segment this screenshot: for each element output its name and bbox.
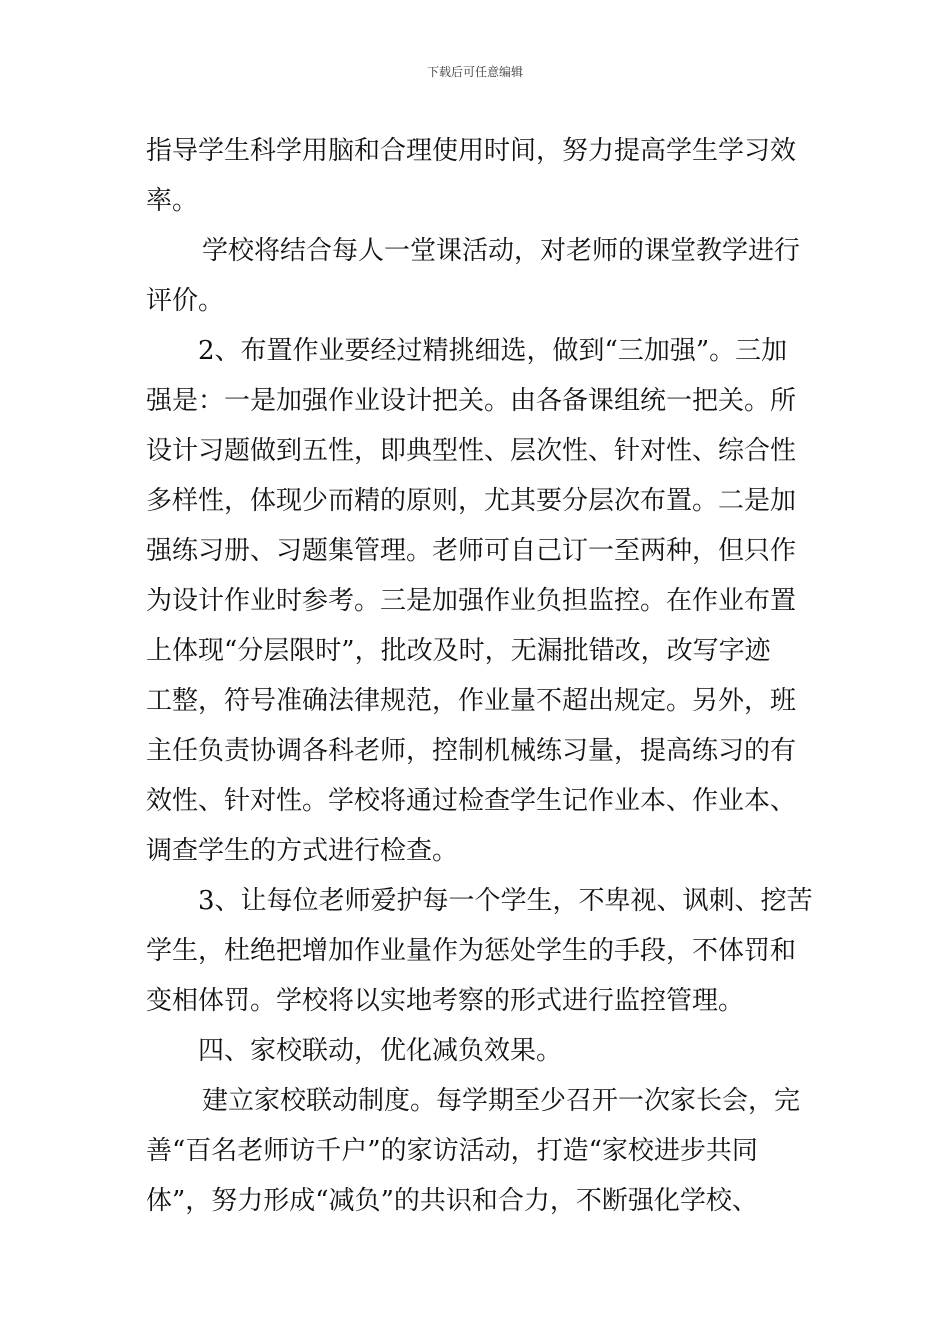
text-line: 学生，杜绝把增加作业量作为惩处学生的手段，不体罚和 — [146, 936, 797, 966]
paragraph-start: 2、布置作业要经过精挑细选，做到“三加强”。三加 — [198, 336, 788, 366]
text-line: 为设计作业时参考。三是加强作业负担监控。在作业布置 — [146, 586, 797, 616]
text-line: 多样性，体现少而精的原则，尤其要分层次布置。二是加 — [146, 486, 797, 516]
text-line: 工整，符号准确法律规范，作业量不超出规定。另外，班 — [146, 686, 797, 716]
text-line: 效性、针对性。学校将通过检查学生记作业本、作业本、 — [146, 786, 797, 816]
paragraph-start: 学校将结合每人一堂课活动，对老师的课堂教学进行 — [202, 236, 801, 266]
section-heading: 四、家校联动，优化减负效果。 — [198, 1036, 563, 1066]
text-line: 主任负责协调各科老师，控制机械练习量，提高练习的有 — [146, 736, 797, 766]
text-line: 评价。 — [146, 286, 225, 316]
text-line: 设计习题做到五性，即典型性、层次性、针对性、综合性 — [146, 436, 797, 466]
text-line: 指导学生科学用脑和合理使用时间，努力提高学生学习效 — [146, 136, 797, 166]
paragraph-start: 3、让每位老师爱护每一个学生，不卑视、讽刺、挖苦 — [198, 886, 813, 916]
paragraph-start: 建立家校联动制度。每学期至少召开一次家长会，完 — [202, 1086, 801, 1116]
document-body — [146, 126, 813, 1226]
text-line: 体”，努力形成“减负”的共识和合力，不断强化学校、 — [146, 1186, 758, 1216]
text-line: 上体现“分层限时”，批改及时，无漏批错改，改写字迹 — [146, 636, 771, 666]
text-line: 率。 — [146, 186, 199, 216]
text-line: 强练习册、习题集管理。老师可自己订一至两种，但只作 — [146, 536, 797, 566]
text-line: 变相体罚。学校将以实地考察的形式进行监控管理。 — [146, 986, 745, 1016]
page-header-note: 下载后可任意编辑 — [426, 65, 523, 79]
text-line: 强是：一是加强作业设计把关。由各备课组统一把关。所 — [146, 386, 797, 416]
text-line: 调查学生的方式进行检查。 — [146, 836, 459, 866]
text-line: 善“百名老师访千户”的家访活动，打造“家校进步共同 — [146, 1136, 758, 1166]
